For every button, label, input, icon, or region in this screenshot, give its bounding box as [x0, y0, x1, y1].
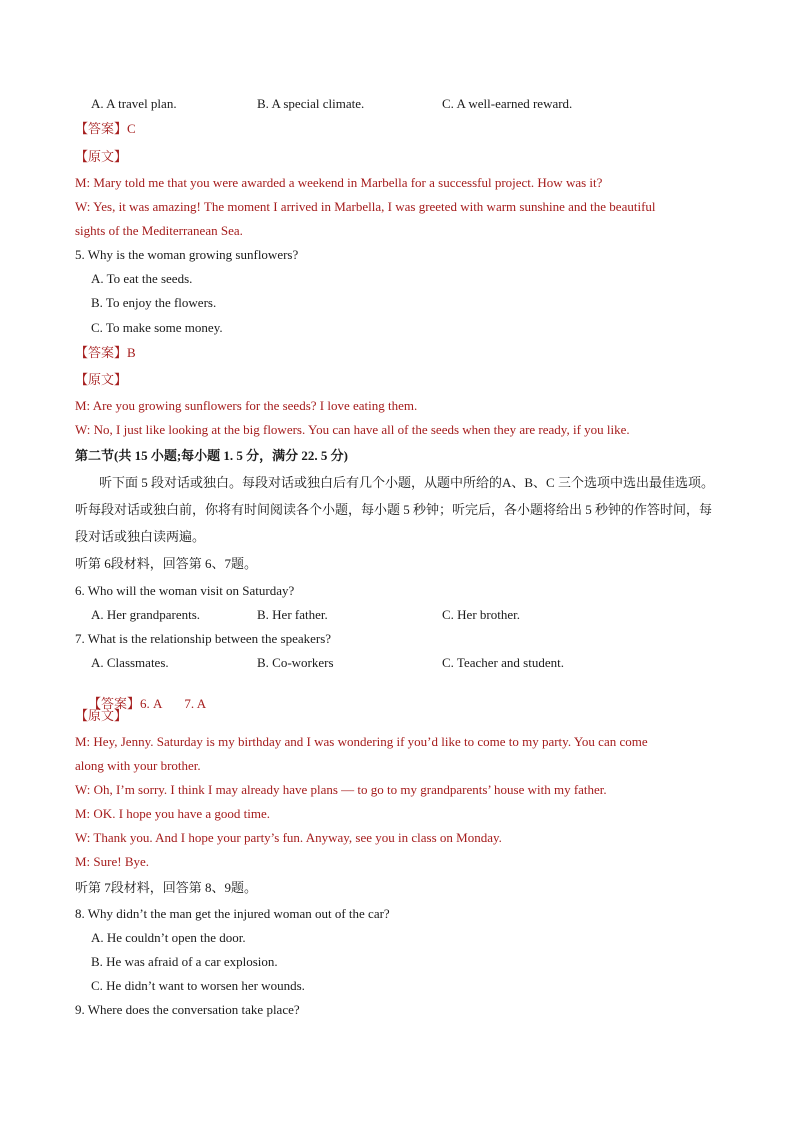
- material-6-header: 听第 6段材料，回答第 6、7题。: [75, 556, 258, 571]
- q5-transcript-line-2: W: No, I just like looking at the big flowers. You can have all of the seeds when they are ready, if you like.: [75, 422, 630, 437]
- material-7-header: 听第 7段材料，回答第 8、9题。: [75, 880, 258, 895]
- q8-option-c: C. He didn’t want to worsen her wounds.: [91, 978, 305, 993]
- section-heading: 第二节(共 15 小题;每小题 1. 5 分，满分 22. 5 分): [75, 448, 348, 463]
- q9-question: 9. Where does the conversation take place?: [75, 1002, 300, 1017]
- answer-label: 【答案】: [88, 696, 141, 711]
- material-6-transcript-line-6: M: Sure! Bye.: [75, 854, 150, 869]
- material-6-transcript-line-3: W: Oh, I’m sorry. I think I may already have plans — to go to my grandparents’ house with my father.: [75, 782, 607, 797]
- q8-option-b: B. He was afraid of a car explosion.: [91, 954, 278, 969]
- answer-value: B: [127, 345, 136, 360]
- material-6-transcript-line-5: W: Thank you. And I hope your party’s fun. Anyway, see you in class on Monday.: [75, 830, 502, 845]
- q7-option-a: A. Classmates.: [91, 655, 169, 670]
- material-6-transcript-line-2: along with your brother.: [75, 758, 201, 773]
- q4-option-c: C. A well-earned reward.: [442, 96, 573, 111]
- q5-option-b: B. To enjoy the flowers.: [91, 295, 217, 310]
- q4-transcript-line-1: M: Mary told me that you were awarded a weekend in Marbella for a successful project. How was it?: [75, 175, 603, 190]
- q4-answer: [75, 121, 136, 137]
- q5-transcript-line-1: M: Are you growing sunflowers for the seeds? I love eating them.: [75, 398, 418, 413]
- q7-option-b: B. Co-workers: [257, 655, 334, 670]
- q4-option-a: A. A travel plan.: [91, 96, 177, 111]
- q5-answer: [75, 345, 136, 361]
- q6-option-b: B. Her father.: [257, 607, 328, 622]
- q5-question: 5. Why is the woman growing sunflowers?: [75, 247, 299, 262]
- q8-question: 8. Why didn’t the man get the injured woman out of the car?: [75, 906, 390, 921]
- q7-option-c: C. Teacher and student.: [442, 655, 564, 670]
- q4-transcript-line-3: sights of the Mediterranean Sea.: [75, 223, 243, 238]
- q5-option-a: A. To eat the seeds.: [91, 271, 193, 286]
- material-6-transcript-label: 【原文】: [75, 708, 128, 723]
- answer-label: 【答案】: [75, 121, 128, 136]
- q6-question: 6. Who will the woman visit on Saturday?: [75, 583, 295, 598]
- q4-transcript-line-2: W: Yes, it was amazing! The moment I arrived in Marbella, I was greeted with warm sunshine and the beautiful: [75, 199, 656, 214]
- material-6-transcript-line-1: M: Hey, Jenny. Saturday is my birthday and I was wondering if you’d like to come to my party. You can come: [75, 734, 648, 749]
- answer-value: 6. A 7. A: [140, 696, 207, 711]
- q8-option-a: A. He couldn’t open the door.: [91, 930, 246, 945]
- q4-transcript-label: 【原文】: [75, 149, 128, 164]
- answer-value: C: [127, 121, 136, 136]
- material-6-transcript-line-4: M: OK. I hope you have a good time.: [75, 806, 270, 821]
- q4-option-b: B. A special climate.: [257, 96, 365, 111]
- section-instructions: 听下面 5 段对话或独白。每段对话或独白后有几个小题，从题中所给的A、B、C 三个选项中选出最佳选项。听每段对话或独白前，你将有时间阅读各个小题，每小题 5 秒钟；听完后，各小题将给出 5 秒钟的作答时间，每段对话或独白读两遍。: [75, 475, 714, 544]
- q6-option-a: A. Her grandparents.: [91, 607, 201, 622]
- answer-label: 【答案】: [75, 345, 128, 360]
- q6-option-c: C. Her brother.: [442, 607, 520, 622]
- q7-question: 7. What is the relationship between the speakers?: [75, 631, 332, 646]
- q5-option-c: C. To make some money.: [91, 320, 223, 335]
- q5-transcript-label: 【原文】: [75, 372, 128, 387]
